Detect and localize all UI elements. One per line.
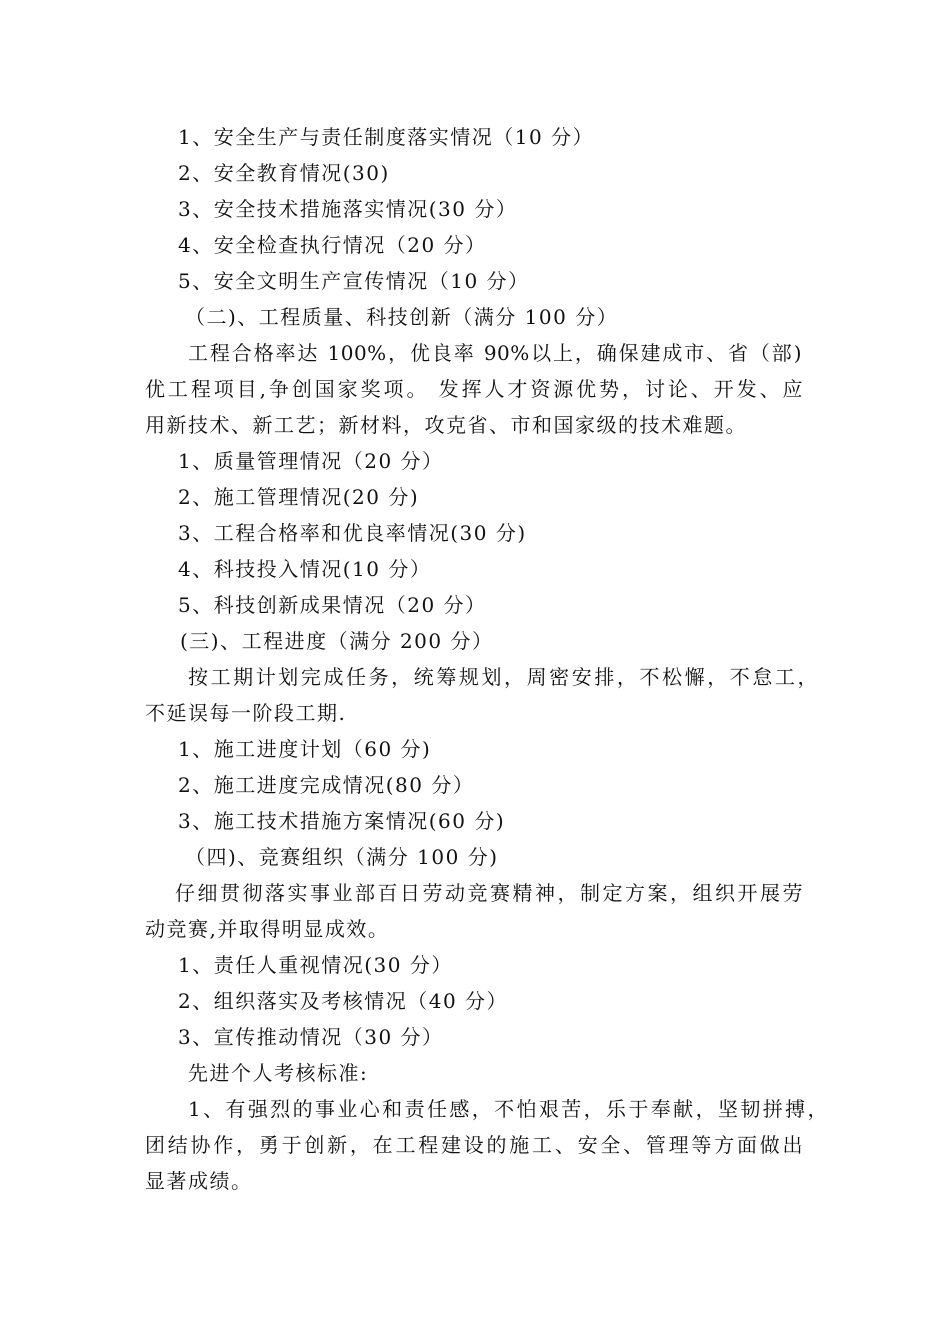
- item-publicity-promotion: 3、宣传推动情况（30 分）: [178, 1025, 444, 1049]
- paragraph-individual-line-1: 1、有强烈的事业心和责任感，不怕艰苦，乐于奉献，坚韧拼搏，: [188, 1097, 828, 1121]
- item-safety-inspection: 4、安全检查执行情况（20 分）: [178, 233, 487, 257]
- item-safety-measures: 3、安全技术措施落实情况(30 分）: [178, 197, 518, 221]
- item-progress-plan: 1、施工进度计划（60 分): [178, 737, 432, 761]
- item-technical-plan: 3、施工技术措施方案情况(60 分): [178, 809, 506, 833]
- paragraph-quality-line-2: 优工程项目,争创国家奖项。 发挥人才资源优势，讨论、开发、应: [145, 377, 803, 401]
- paragraph-organization-line-2: 动竞赛,并取得明显成效。: [145, 917, 390, 941]
- paragraph-organization-line-1: 仔细贯彻落实事业部百日劳动竞赛精神，制定方案，组织开展劳: [175, 881, 803, 905]
- item-tech-investment: 4、科技投入情况(10 分）: [178, 557, 432, 581]
- item-qualification-rate: 3、工程合格率和优良率情况(30 分): [178, 521, 527, 545]
- item-progress-completion: 2、施工进度完成情况(80 分）: [178, 773, 475, 797]
- item-organization-assessment: 2、组织落实及考核情况（40 分）: [178, 989, 509, 1013]
- item-leader-attention: 1、责任人重视情况(30 分）: [178, 953, 453, 977]
- paragraph-progress-line-1: 按工期计划完成任务，统筹规划，周密安排，不松懈，不怠工，: [188, 665, 818, 689]
- section-heading-organization: （四)、竞赛组织（满分 100 分): [185, 845, 499, 869]
- paragraph-quality-line-3: 用新技术、新工艺；新材料，攻克省、市和国家级的技术难题。: [145, 413, 747, 437]
- item-tech-innovation: 5、科技创新成果情况（20 分）: [178, 593, 487, 617]
- item-safety-education: 2、安全教育情况(30): [178, 161, 390, 185]
- item-safety-publicity: 5、安全文明生产宣传情况（10 分）: [178, 269, 530, 293]
- item-quality-management: 1、质量管理情况（20 分）: [178, 449, 444, 473]
- paragraph-progress-line-2: 不延误每一阶段工期.: [145, 701, 347, 725]
- section-heading-quality: （二)、工程质量、科技创新（满分 100 分）: [185, 305, 619, 329]
- item-safety-responsibility: 1、安全生产与责任制度落实情况（10 分）: [178, 125, 595, 149]
- heading-individual-standards: 先进个人考核标准:: [188, 1061, 369, 1085]
- paragraph-individual-line-2: 团结协作，勇于创新，在工程建设的施工、安全、管理等方面做出: [145, 1133, 803, 1157]
- paragraph-quality-line-1: 工程合格率达 100%，优良率 90%以上，确保建成市、省（部): [188, 341, 802, 365]
- item-construction-management: 2、施工管理情况(20 分): [178, 485, 420, 509]
- section-heading-progress: (三)、工程进度（满分 200 分）: [180, 629, 494, 653]
- paragraph-individual-line-3: 显著成绩。: [145, 1169, 253, 1193]
